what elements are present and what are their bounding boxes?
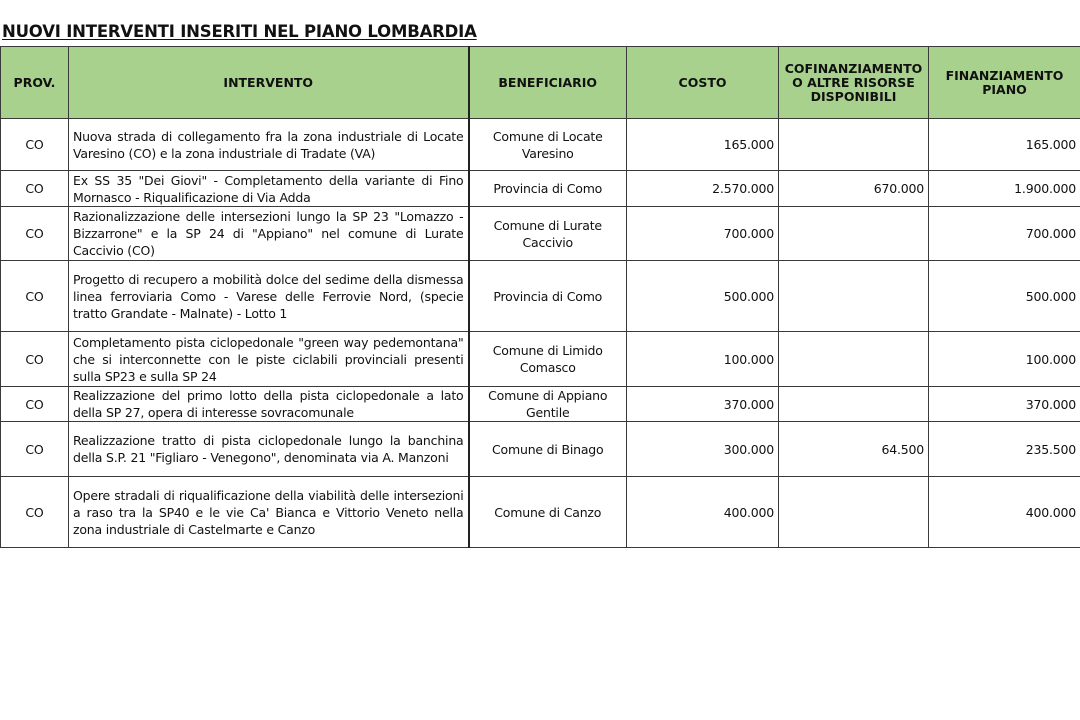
- cell-beneficiario: Comune di Lurate Caccivio: [469, 207, 627, 261]
- page-title: NUOVI INTERVENTI INSERITI NEL PIANO LOMBARDIA: [2, 22, 477, 41]
- header-prov: PROV.: [1, 47, 69, 119]
- cell-costo: 700.000: [627, 207, 779, 261]
- cell-intervento: Ex SS 35 "Dei Giovi" - Completamento della variante di Fino Mornasco - Riqualificazione di Via Adda: [69, 171, 469, 207]
- table-row: [1, 119, 1080, 171]
- cell-finanziamento: 700.000: [929, 207, 1080, 261]
- cell-finanziamento: 165.000: [929, 119, 1080, 171]
- cell-finanziamento: 370.000: [929, 387, 1080, 422]
- cell-costo: 100.000: [627, 332, 779, 387]
- table-row: [1, 477, 1080, 548]
- cell-cofinanziamento: [779, 261, 929, 332]
- cell-intervento: Razionalizzazione delle intersezioni lungo la SP 23 "Lomazzo - Bizzarrone" e la SP 24 di "Appiano" nel comune di Lurate Caccivio (CO): [69, 207, 469, 261]
- cell-beneficiario: Comune di Limido Comasco: [469, 332, 627, 387]
- cell-costo: 370.000: [627, 387, 779, 422]
- cell-beneficiario: Comune di Appiano Gentile: [469, 387, 627, 422]
- cell-cofinanziamento: [779, 119, 929, 171]
- cell-intervento: Completamento pista ciclopedonale "green way pedemontana" che si interconnette con le piste ciclabili provinciali presenti sulla SP23 e sulla SP 24: [69, 332, 469, 387]
- cell-finanziamento: 235.500: [929, 422, 1080, 477]
- cell-cofinanziamento: [779, 332, 929, 387]
- cell-cofinanziamento: 670.000: [779, 171, 929, 207]
- table-row: [1, 261, 1080, 332]
- cell-intervento: Realizzazione del primo lotto della pista ciclopedonale a lato della SP 27, opera di interesse sovracomunale: [69, 387, 469, 422]
- cell-cofinanziamento: [779, 207, 929, 261]
- cell-cofinanziamento: [779, 477, 929, 548]
- cell-intervento: Progetto di recupero a mobilità dolce del sedime della dismessa linea ferroviaria Como - Varese delle Ferrovie Nord, (specie tratto Grandate - Malnate) - Lotto 1: [69, 261, 469, 332]
- cell-beneficiario: Provincia di Como: [469, 171, 627, 207]
- table-row: [1, 207, 1080, 261]
- table-row: [1, 387, 1080, 422]
- interventions-table: [0, 46, 1080, 548]
- cell-costo: 165.000: [627, 119, 779, 171]
- cell-costo: 300.000: [627, 422, 779, 477]
- header-cofinanziamento: COFINANZIAMENTO O ALTRE RISORSE DISPONIBILI: [779, 47, 929, 119]
- cell-prov: CO: [1, 332, 69, 387]
- header-costo: COSTO: [627, 47, 779, 119]
- cell-prov: CO: [1, 261, 69, 332]
- cell-beneficiario: Provincia di Como: [469, 261, 627, 332]
- cell-costo: 400.000: [627, 477, 779, 548]
- cell-finanziamento: 1.900.000: [929, 171, 1080, 207]
- cell-intervento: Opere stradali di riqualificazione della viabilità delle intersezioni a raso tra la SP40 e le vie Ca' Bianca e Vittorio Veneto nella zona industriale di Castelmarte e Canzo: [69, 477, 469, 548]
- table-row: [1, 171, 1080, 207]
- cell-prov: CO: [1, 207, 69, 261]
- table-row: [1, 422, 1080, 477]
- cell-cofinanziamento: [779, 387, 929, 422]
- cell-prov: CO: [1, 387, 69, 422]
- cell-beneficiario: Comune di Canzo: [469, 477, 627, 548]
- cell-costo: 2.570.000: [627, 171, 779, 207]
- cell-intervento: Realizzazione tratto di pista ciclopedonale lungo la banchina della S.P. 21 "Figliaro - Venegono", denominata via A. Manzoni: [69, 422, 469, 477]
- cell-prov: CO: [1, 422, 69, 477]
- cell-cofinanziamento: 64.500: [779, 422, 929, 477]
- header-finanziamento: FINANZIAMENTO PIANO: [929, 47, 1080, 119]
- cell-finanziamento: 500.000: [929, 261, 1080, 332]
- cell-finanziamento: 100.000: [929, 332, 1080, 387]
- table-row: [1, 332, 1080, 387]
- cell-beneficiario: Comune di Locate Varesino: [469, 119, 627, 171]
- cell-beneficiario: Comune di Binago: [469, 422, 627, 477]
- header-beneficiario: BENEFICIARIO: [469, 47, 627, 119]
- cell-intervento: Nuova strada di collegamento fra la zona industriale di Locate Varesino (CO) e la zona industriale di Tradate (VA): [69, 119, 469, 171]
- cell-costo: 500.000: [627, 261, 779, 332]
- header-row: [1, 47, 1080, 119]
- cell-prov: CO: [1, 119, 69, 171]
- header-intervento: INTERVENTO: [69, 47, 469, 119]
- cell-prov: CO: [1, 171, 69, 207]
- cell-finanziamento: 400.000: [929, 477, 1080, 548]
- cell-prov: CO: [1, 477, 69, 548]
